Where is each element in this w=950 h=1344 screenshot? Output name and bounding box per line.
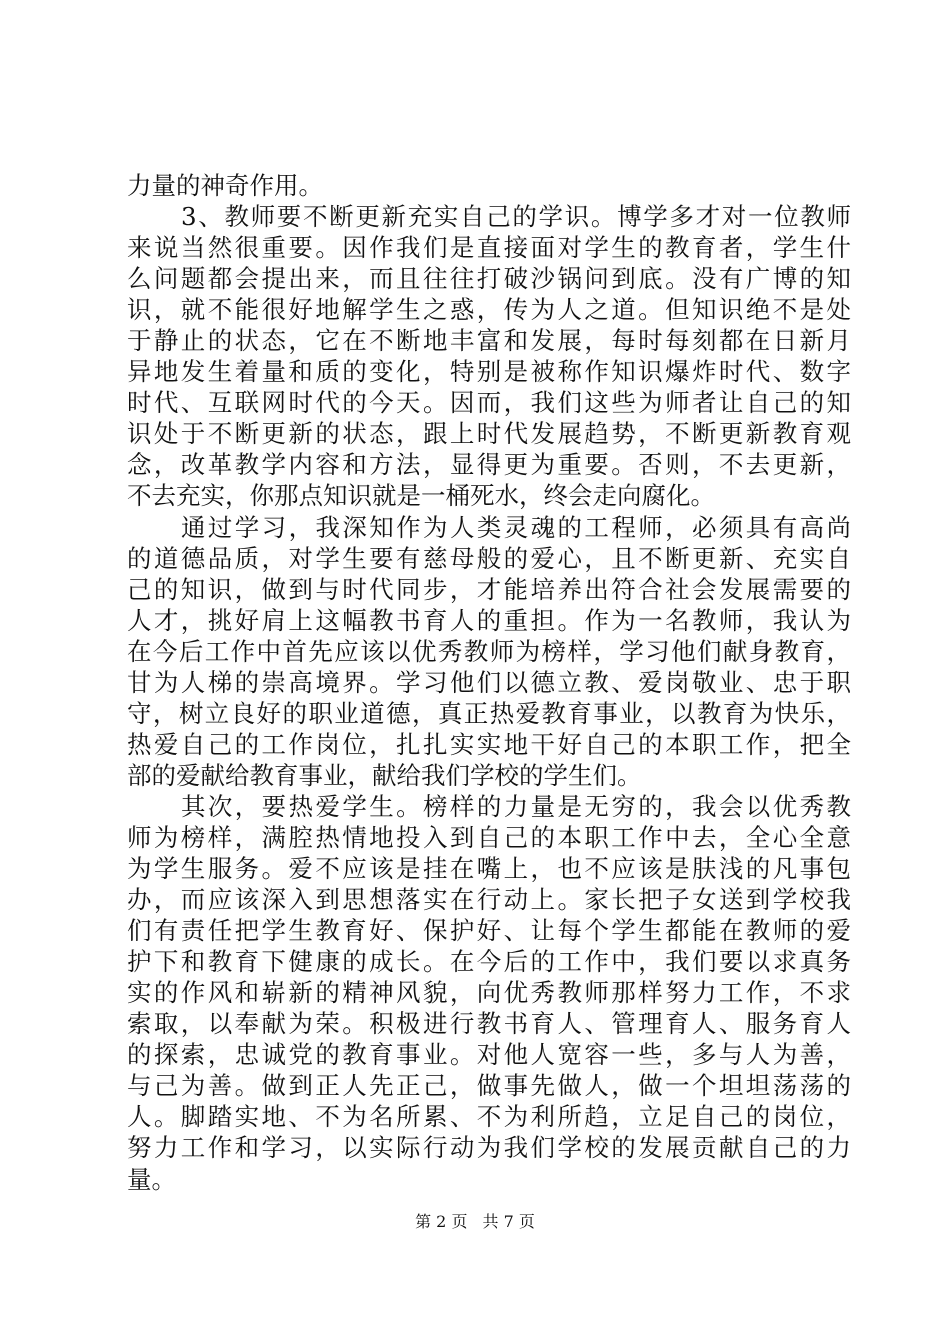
text-line: 办，而应该深入到思想落实在行动上。家长把子女送到学校我 bbox=[127, 885, 851, 915]
text-line: 力量的神奇作用。 bbox=[127, 171, 323, 200]
text-line: 么问题都会提出来，而且往往打破沙锅问到底。没有广博的知 bbox=[127, 264, 851, 294]
text-line: 守，树立良好的职业道德，真正热爱教育事业，以教育为快乐， bbox=[127, 698, 851, 728]
text-line: 人才，挑好肩上这幅教书育人的重担。作为一名教师，我认为 bbox=[127, 605, 851, 635]
text-line: 师为榜样，满腔热情地投入到自己的本职工作中去，全心全意 bbox=[127, 822, 851, 852]
text-line: 甘为人梯的崇高境界。学习他们以德立教、爱岗敬业、忠于职 bbox=[127, 667, 851, 697]
text-line: 异地发生着量和质的变化，特别是被称作知识爆炸时代、数字 bbox=[127, 357, 851, 387]
text-line: 努力工作和学习，以实际行动为我们学校的发展贡献自己的力 bbox=[127, 1133, 851, 1163]
text-line: 不去充实，你那点知识就是一桶死水，终会走向腐化。 bbox=[127, 481, 715, 511]
text-line: 通过学习，我深知作为人类灵魂的工程师，必须具有高尚 bbox=[181, 512, 851, 542]
text-line: 量。 bbox=[127, 1164, 176, 1194]
text-line: 来说当然很重要。因作我们是直接面对学生的教育者，学生什 bbox=[127, 233, 851, 263]
text-line: 于静止的状态，它在不断地丰富和发展，每时每刻都在日新月 bbox=[127, 326, 851, 356]
text-line: 识处于不断更新的状态，跟上时代发展趋势，不断更新教育观 bbox=[127, 419, 851, 449]
text-line: 为学生服务。爱不应该是挂在嘴上，也不应该是肤浅的凡事包 bbox=[127, 854, 851, 884]
text-line: 的道德品质，对学生要有慈母般的爱心，且不断更新、充实自 bbox=[127, 543, 851, 573]
text-line: 其次，要热爱学生。榜样的力量是无穷的，我会以优秀教 bbox=[181, 791, 851, 821]
text-line: 在今后工作中首先应该以优秀教师为榜样，学习他们献身教育， bbox=[127, 636, 851, 666]
text-line: 人。脚踏实地、不为名所累、不为利所趋，立足自己的岗位， bbox=[127, 1102, 851, 1132]
text-line: 的探索，忠诚党的教育事业。对他人宽容一些，多与人为善， bbox=[127, 1040, 851, 1070]
text-line: 识，就不能很好地解学生之惑，传为人之道。但知识绝不是处 bbox=[127, 295, 851, 325]
page-footer bbox=[0, 1210, 950, 1234]
page-total: 共 7 页 bbox=[482, 1212, 535, 1231]
text-line: 们有责任把学生教育好、保护好、让每个学生都能在教师的爱 bbox=[127, 916, 851, 946]
text-line: 与己为善。做到正人先正己，做事先做人，做一个坦坦荡荡的 bbox=[127, 1071, 851, 1101]
text-line: 念，改革教学内容和方法，显得更为重要。否则，不去更新， bbox=[127, 450, 851, 480]
text-line: 索取，以奉献为荣。积极进行教书育人、管理育人、服务育人 bbox=[127, 1009, 851, 1039]
text-line: 3、教师要不断更新充实自己的学识。博学多才对一位教师 bbox=[181, 202, 851, 232]
document-body bbox=[127, 170, 851, 1195]
text-line: 热爱自己的工作岗位，扎扎实实地干好自己的本职工作，把全 bbox=[127, 729, 851, 759]
text-line: 实的作风和崭新的精神风貌，向优秀教师那样努力工作，不求 bbox=[127, 978, 851, 1008]
text-line: 时代、互联网时代的今天。因而，我们这些为师者让自己的知 bbox=[127, 388, 851, 418]
page-number: 第 2 页 bbox=[415, 1212, 468, 1231]
text-line: 己的知识，做到与时代同步，才能培养出符合社会发展需要的 bbox=[127, 574, 851, 604]
text-line: 部的爱献给教育事业，献给我们学校的学生们。 bbox=[127, 760, 642, 790]
text-line: 护下和教育下健康的成长。在今后的工作中，我们要以求真务 bbox=[127, 947, 851, 977]
